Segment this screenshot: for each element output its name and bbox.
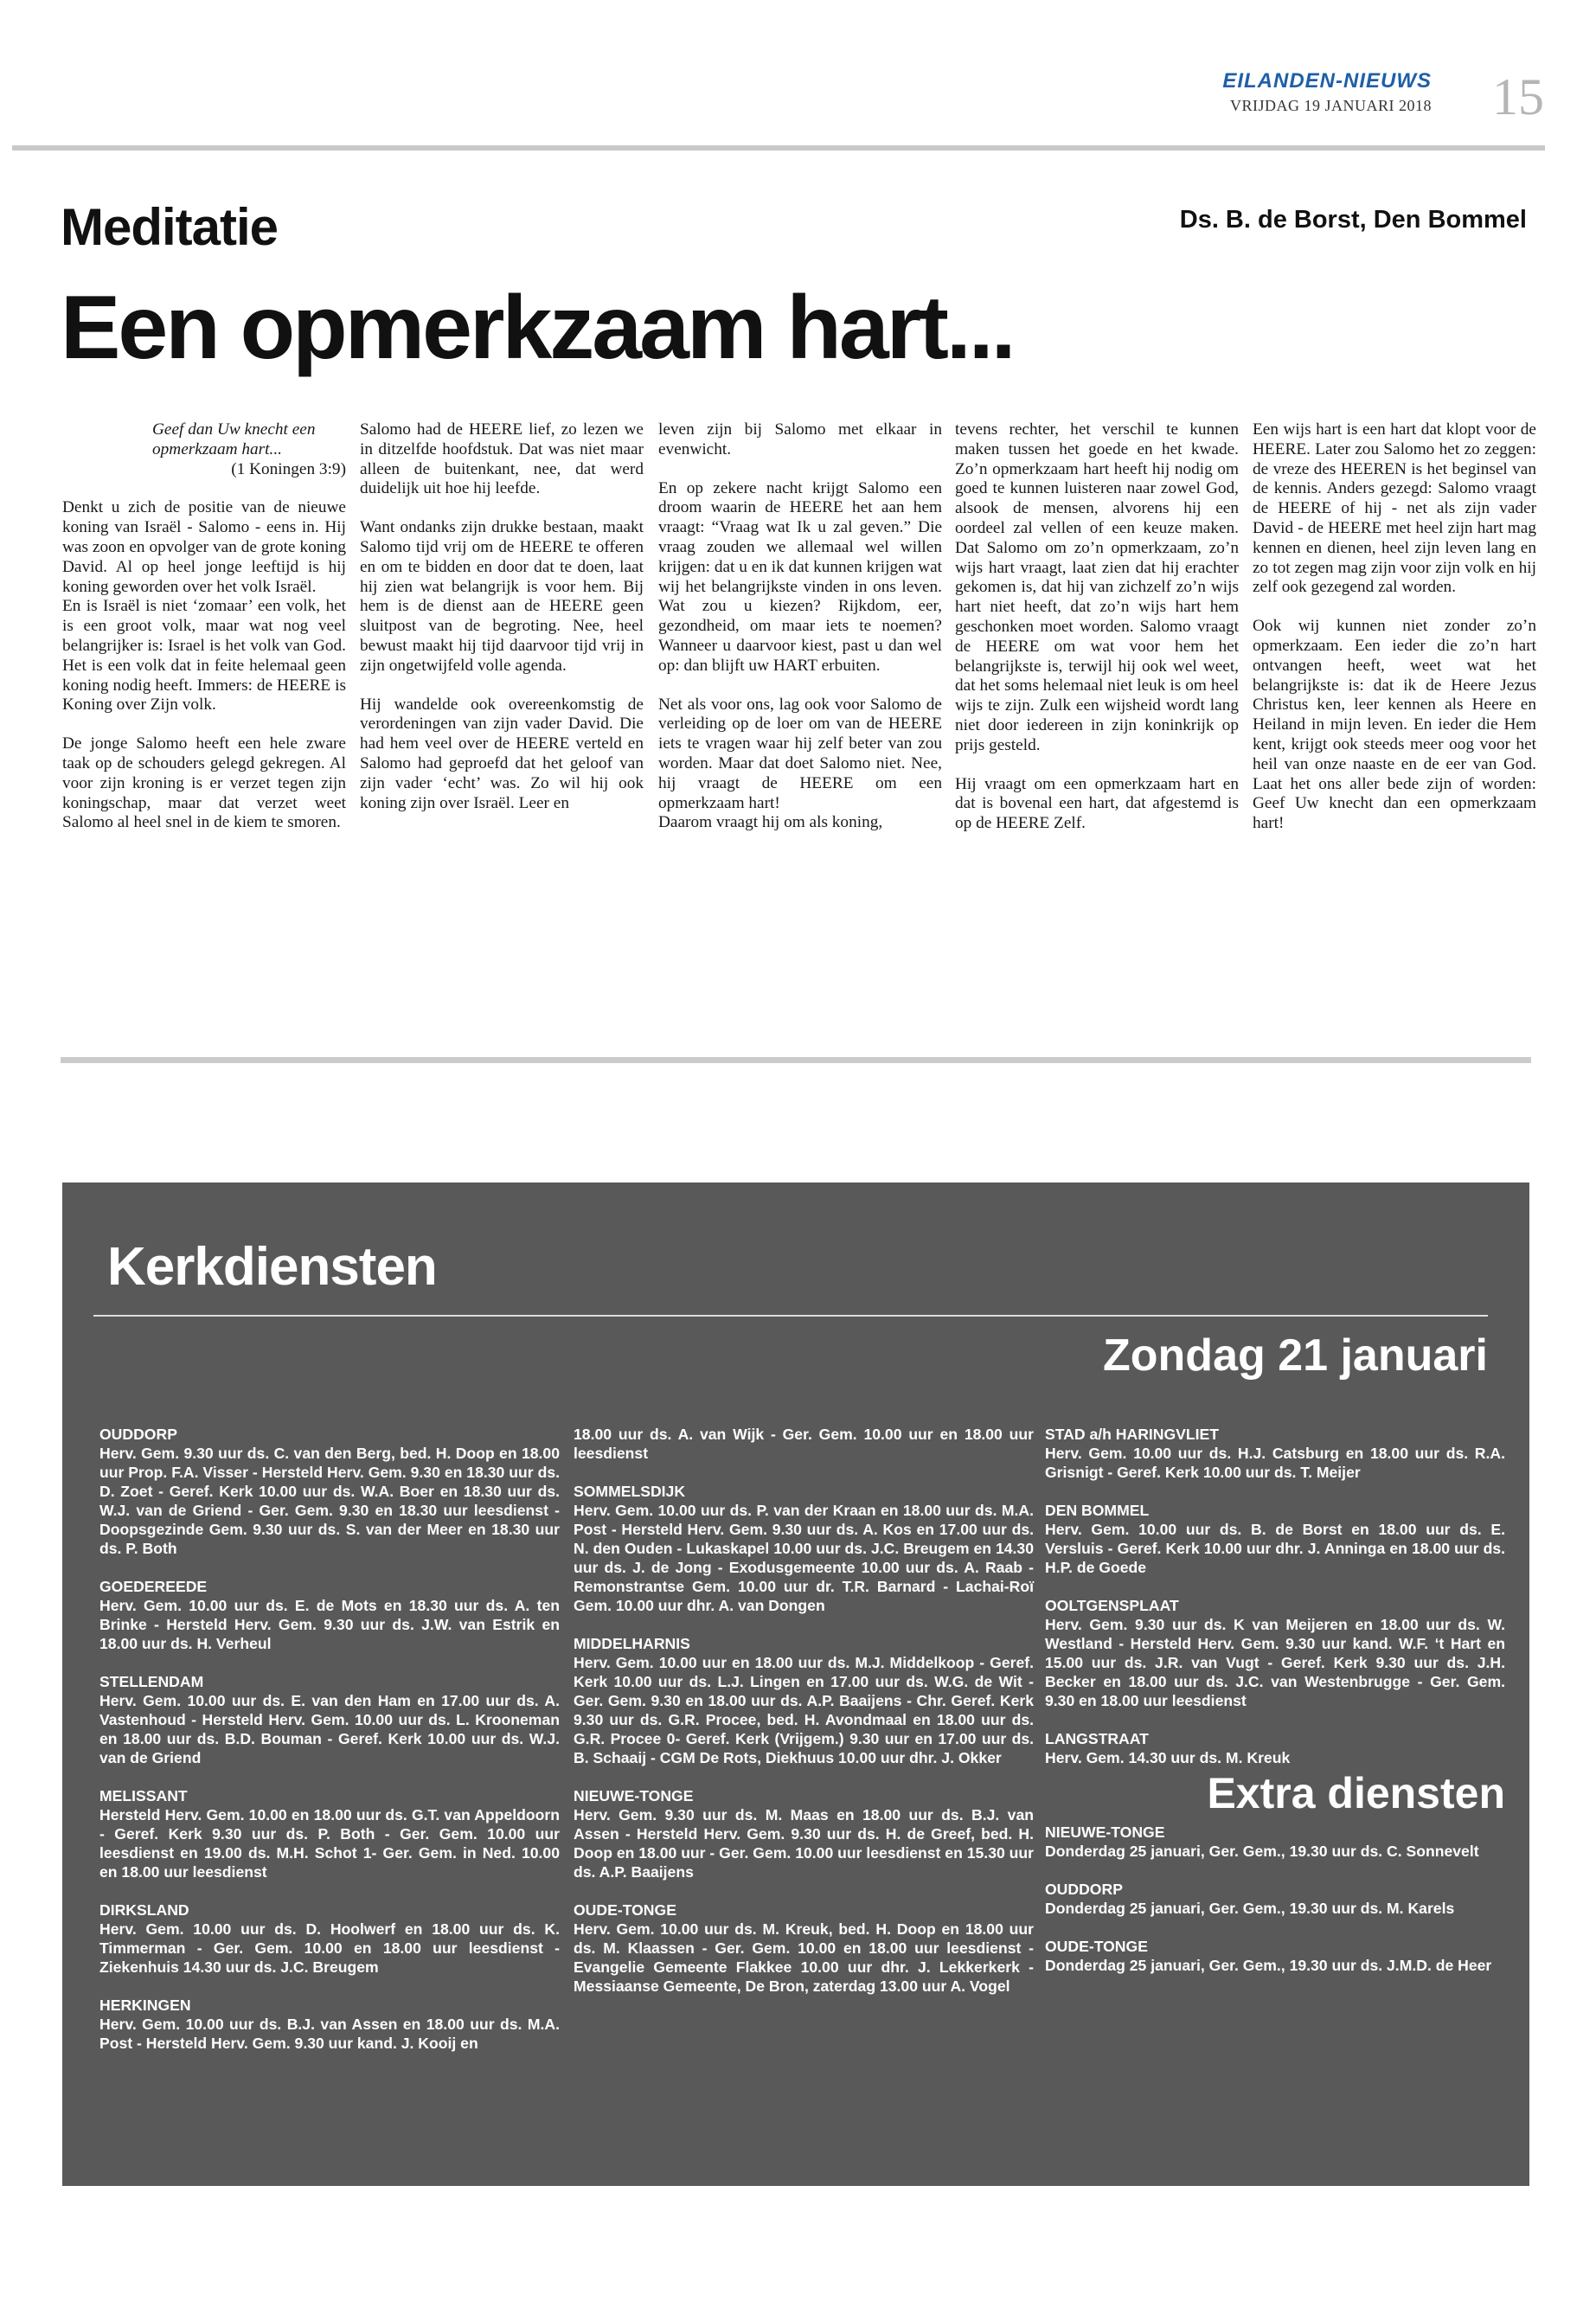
- service-listing: Donderdag 25 januari, Ger. Gem., 19.30 uur ds. J.M.D. de Heer: [1045, 1957, 1492, 1974]
- paragraph: Daarom vraagt hij om als koning,: [658, 813, 883, 832]
- paragraph: Net als voor ons, lag ook voor Salomo de verleiding op de loer om van de HEERE iets te vragen waar hij zelf beter van zou worden. Maar dat doet Salomo niet. Nee, hij vraagt de HEERE om een opmerkzaam hart!: [658, 695, 942, 812]
- article-column-1: [62, 420, 346, 852]
- newspaper-logo: EILANDEN-NIEUWS: [1222, 69, 1432, 93]
- place-name: DEN BOMMEL: [1045, 1502, 1150, 1519]
- paragraph: En op zekere nacht krijgt Salomo een droom waarin de HEERE het aan hem vraagt: “Vraag wat Ik u zal geven.” Die vraag zouden we allemaal wel willen krijgen: dat u en ik dat kunnen krijgen wat wij het belangrijkste vinden in ons leven. Wat zou u kiezen? Rijkdom, eer, gezondheid, om maar iets te noemen? Wanneer u daarvoor kiest, past u dan wel op: dan blijft uw HART erbuiten.: [658, 478, 942, 675]
- place-name: NIEUWE-TONGE: [1045, 1823, 1165, 1841]
- service-listing: Herv. Gem. 9.30 uur ds. C. van den Berg, bed. H. Doop en 18.00 uur Prop. F.A. Visser - Hersteld Herv. Gem. 9.30 en 18.30 uur ds. D. Zoet - Geref. Kerk 10.00 uur ds. W.A. Boer en 18.30 uur ds. W.J. van de Griend - Ger. Gem. 9.30 en 18.30 uur leesdienst - Doopsgezinde Gem. 9.30 uur ds. S. van der Meer en 18.30 uur ds. P. Both: [99, 1445, 560, 1557]
- kerkdiensten-rule: [93, 1315, 1488, 1317]
- section-divider: [61, 1057, 1531, 1063]
- issue-date: VRIJDAG 19 JANUARI 2018: [1229, 97, 1432, 114]
- paragraph: Denkt u zich de positie van de nieuwe koning van Israël - Salomo - eens in. Hij was zoon en opvolger van de grote koning David. Al op heel jonge leeftijd is hij koning geworden over het volk Israël.: [62, 498, 346, 596]
- services-column-1: [99, 1425, 560, 2053]
- service-listing: Herv. Gem. 10.00 uur ds. P. van der Kraan en 18.00 uur ds. M.A. Post - Hersteld Herv. Gem. 9.30 uur ds. A. Kos en 17.00 uur ds. N. den Ouden - Lukaskapel 10.00 uur ds. J.C. Breugem en 14.30 uur ds. J. de Jong - Exodusgemeente 10.00 uur ds. A. Raab - Remonstrantse Gem. 10.00 uur dr. T.R. Barnard - Lachai-Roï Gem. 10.00 uur dhr. A. van Dongen: [574, 1502, 1034, 1614]
- masthead: [1198, 67, 1544, 137]
- service-listing: Donderdag 25 januari, Ger. Gem., 19.30 uur ds. C. Sonnevelt: [1045, 1843, 1479, 1860]
- article-author: Ds. B. de Borst, Den Bommel: [1179, 206, 1527, 234]
- service-listing: Herv. Gem. 10.00 uur ds. H.J. Catsburg en 18.00 uur ds. R.A. Grisnigt - Geref. Kerk 10.00 uur ds. T. Meijer: [1045, 1445, 1505, 1481]
- paragraph: Want ondanks zijn drukke bestaan, maakt Salomo tijd vrij om de HEERE te offeren en om te bidden en door dat te doen, laat hij zien wat belangrijk is voor hem. Bij hem is de dienst aan de HEERE geen sluitpost van de begroting. Nee, heel bewust maakt hij tijd daarvoor tijd vrij in zijn ongetwijfeld volle agenda.: [360, 518, 644, 675]
- article-column-2: [360, 420, 644, 832]
- epigraph: Geef dan Uw knecht een opmerkzaam hart...: [152, 420, 316, 458]
- place-name: GOEDEREEDE: [99, 1578, 208, 1595]
- place-name: STAD a/h HARINGVLIET: [1045, 1426, 1220, 1443]
- place-name: OOLTGENSPLAAT: [1045, 1597, 1179, 1614]
- place-name: NIEUWE-TONGE: [574, 1787, 694, 1804]
- service-listing: Hersteld Herv. Gem. 10.00 en 18.00 uur ds. G.T. van Appeldoorn - Geref. Kerk 9.30 uur ds. P. Both - Ger. Gem. 10.00 uur leesdienst en 19.00 ds. M.H. Schot 1- Ger. Gem. in Ned. 10.00 en 18.00 uur leesdienst: [99, 1806, 560, 1881]
- service-listing: Herv. Gem. 10.00 uur ds. D. Hoolwerf en 18.00 uur ds. K. Timmerman - Ger. Gem. 10.00 en 18.00 uur leesdienst - Ziekenhuis 14.30 uur ds. J.C. Breugem: [99, 1920, 560, 1976]
- place-name: OUDE-TONGE: [574, 1901, 676, 1919]
- paragraph: tevens rechter, het verschil te kunnen maken tussen het goede en het kwade. Zo’n opmerkzaam hart heeft hij nodig om goed te kunnen luisteren naar zowel God, alsook de mensen, alvorens hij een oordeel zal vellen of een keuze maken. Dat Salomo om zo’n opmerkzaam, zo’n wijs hart vraagt, laat zien dat hij erachter gekomen is, dat hij van zichzelf zo’n wijs hart niet heeft, dat zo’n wijs hart hem geschonken moet worden. Salomo vraagt de HEERE om wat voor hem het belangrijkste is, terwijl hij ook wel weet, dat het soms helemaal niet leuk is om heel wijs te zijn. Zulk een wijsheid wordt lang niet door iedereen in zijn koninkrijk op prijs gesteld.: [955, 420, 1239, 754]
- paragraph: En is Israël is niet ‘zomaar’ een volk, het is een groot volk, maar wat nog veel belangrijker is: Israel is het volk van God. Het is een volk dat in feite helemaal geen koning nodig heeft. Immers: de HEERE is Koning over Zijn volk.: [62, 597, 346, 715]
- paragraph: Hij vraagt om een opmerkzaam hart en dat is bovenal een hart, dat afgestemd is op de HEERE Zelf.: [955, 774, 1239, 833]
- paragraph: Salomo had de HEERE lief, zo lezen we in ditzelfde hoofdstuk. Dat was niet maar alleen de buitenkant, nee, dat werd duidelijk uit hoe hij leefde.: [360, 420, 644, 498]
- place-name: MELISSANT: [99, 1787, 188, 1804]
- service-listing: 18.00 uur ds. A. van Wijk - Ger. Gem. 10.00 uur en 18.00 uur leesdienst: [574, 1426, 1034, 1462]
- service-listing: Herv. Gem. 9.30 uur ds. M. Maas en 18.00 uur ds. B.J. van Assen - Hersteld Herv. Gem. 9.30 uur ds. H. de Greef, bed. H. Doop en 18.00 uur - Ger. Gem. 10.00 uur leesdienst en 15.30 uur ds. A.P. Baaijens: [574, 1806, 1034, 1881]
- service-listing: Herv. Gem. 14.30 uur ds. M. Kreuk: [1045, 1749, 1291, 1766]
- paragraph: De jonge Salomo heeft een hele zware taak op de schouders gelegd gekregen. Al voor zijn kroning is er verzet tegen zijn koningschap, maar dat verzet weet Salomo al heel snel in de kiem te smoren.: [62, 734, 346, 832]
- place-name: DIRKSLAND: [99, 1901, 189, 1919]
- place-name: STELLENDAM: [99, 1673, 204, 1690]
- article-column-5: [1253, 420, 1536, 853]
- paragraph: Hij wandelde ook overeenkomstig de verordeningen van zijn vader David. Die had hem veel over de HEERE verteld en Salomo had geproefd dat het geloof van zijn vader ‘echt’ was. Zo wil hij ook koning zijn over Israël. Leer en: [360, 695, 644, 812]
- service-listing: Donderdag 25 januari, Ger. Gem., 19.30 uur ds. M. Karels: [1045, 1900, 1455, 1917]
- service-listing: Herv. Gem. 9.30 uur ds. K van Meijeren en 18.00 uur ds. W. Westland - Hersteld Herv. Gem. 9.30 uur kand. W.F. ‘t Hart en 15.00 uur ds. J.R. van Vugt - Geref. Kerk 9.30 uur ds. J.H. Becker en 18.00 uur ds. J.C. van Westenbrugge - Ger. Gem. 9.30 en 18.00 uur leesdienst: [1045, 1616, 1505, 1709]
- services-column-3: [1045, 1425, 1505, 1975]
- service-listing: Herv. Gem. 10.00 uur ds. B.J. van Assen en 18.00 uur ds. M.A. Post - Hersteld Herv. Gem. 9.30 uur kand. J. Kooij en: [99, 2016, 560, 2052]
- place-name: OUDDORP: [1045, 1881, 1123, 1898]
- place-name: MIDDELHARNIS: [574, 1635, 690, 1652]
- service-listing: Herv. Gem. 10.00 uur ds. B. de Borst en 18.00 uur ds. E. Versluis - Geref. Kerk 10.00 uur dhr. J. Anninga en 18.00 uur ds. H.P. de Goede: [1045, 1521, 1505, 1576]
- place-name: HERKINGEN: [99, 1997, 191, 2014]
- place-name: OUDE-TONGE: [1045, 1938, 1148, 1955]
- services-column-2: [574, 1425, 1034, 1996]
- paragraph: Ook wij kunnen niet zonder zo’n opmerkzaam. Een ieder die zo’n hart ontvangen heeft, weet wat het belangrijkste is: dat ik de Heere Jezus Christus ken, leer kennen als Heere en Heiland in mijn leven. En ieder die Hem kent, krijgt ook steeds meer oog voor het heil van onze naaste en de eer van God. Laat het ons aller bede zijn of worden: Geef Uw knecht dan een opmerkzaam hart!: [1253, 617, 1536, 833]
- service-date-heading: Zondag 21 januari: [1103, 1330, 1488, 1381]
- service-listing: Herv. Gem. 10.00 uur ds. E. van den Ham en 17.00 uur ds. A. Vastenhoud - Hersteld Herv. Gem. 10.00 uur ds. L. Krooneman en 18.00 uur ds. B.D. Bouman - Geref. Kerk 10.00 uur ds. W.J. van de Griend: [99, 1692, 560, 1766]
- article-headline: Een opmerkzaam hart...: [61, 278, 1014, 378]
- place-name: LANGSTRAAT: [1045, 1730, 1149, 1747]
- article-column-3: [658, 420, 942, 852]
- paragraph: leven zijn bij Salomo met elkaar in evenwicht.: [658, 420, 942, 458]
- service-listing: Herv. Gem. 10.00 uur ds. E. de Mots en 18.30 uur ds. A. ten Brinke - Hersteld Herv. Gem. 9.30 uur ds. J.W. van Estrik en 18.00 uur ds. H. Verheul: [99, 1597, 560, 1652]
- section-title: Meditatie: [61, 198, 279, 256]
- paragraph: Een wijs hart is een hart dat klopt voor de HEERE. Later zou Salomo het zo zeggen: de vreze des HEEREN is het beginsel van de kennis. Anders gezegd: Salomo vraagt de HEERE of hij - net als zijn vader David - de HEERE met heel zijn hart mag kennen en dienen, heel zijn leven lang en zo tot zegen mag zijn voor zijn volk en hij zelf ook gezegend zal worden.: [1253, 420, 1536, 597]
- article-column-4: [955, 420, 1239, 853]
- kerkdiensten-box: [62, 1183, 1529, 2186]
- top-divider: [12, 145, 1545, 151]
- kerkdiensten-title: Kerkdiensten: [107, 1237, 437, 1297]
- extra-services-title: Extra diensten: [1207, 1769, 1505, 1817]
- service-listing: Herv. Gem. 10.00 uur en 18.00 uur ds. M.J. Middelkoop - Geref. Kerk 10.00 uur ds. L.J. Lingen en 17.00 uur ds. W.G. de Wit - Ger. Gem. 9.30 en 18.00 uur ds. A.P. Baaijens - Chr. Geref. Kerk 9.30 uur ds. G.R. Procee, bed. H. Avondmaal en 18.00 uur ds. G.R. Procee 0- Geref. Kerk (Vrijgem.) 9.30 uur en 17.00 uur ds. B. Schaaij - CGM De Rots, Diekhuus 10.00 uur dhr. J. Okker: [574, 1654, 1034, 1766]
- place-name: SOMMELSDIJK: [574, 1483, 686, 1500]
- page-number: 15: [1492, 68, 1544, 125]
- epigraph-reference: (1 Koningen 3:9): [231, 459, 346, 478]
- place-name: OUDDORP: [99, 1426, 177, 1443]
- service-listing: Herv. Gem. 10.00 uur ds. M. Kreuk, bed. H. Doop en 18.00 uur ds. M. Klaassen - Ger. Gem. 10.00 en 18.00 uur leesdienst - Evangelie Gemeente Flakkee 10.00 uur dhr. J. Lekkerkerk - Messiaanse Gemeente, De Bron, zaterdag 13.00 uur A. Vogel: [574, 1920, 1034, 1995]
